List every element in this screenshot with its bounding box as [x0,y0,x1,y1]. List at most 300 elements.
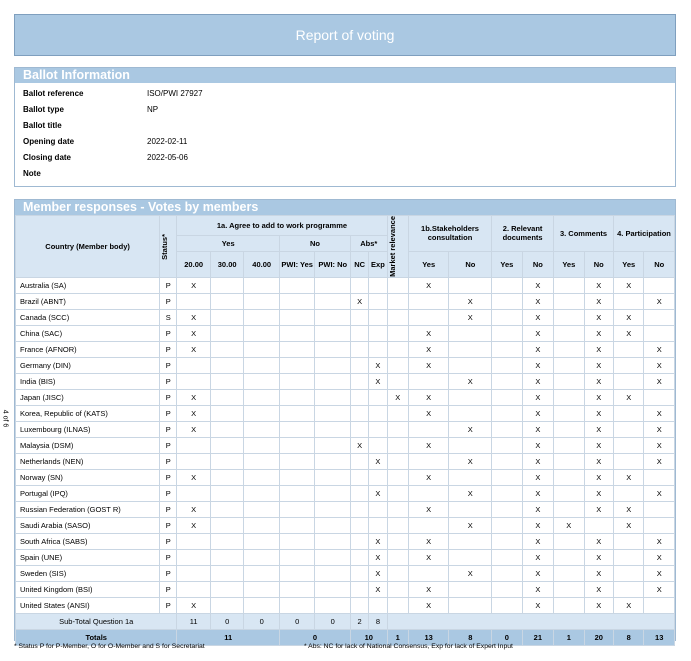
status-cell: P [160,453,177,469]
vote-cell [613,421,643,437]
vote-cell [279,357,315,373]
no-group-header: No [279,235,350,251]
vote-cell [177,357,211,373]
vote-cell [315,421,351,437]
q3-no-header: No [584,251,613,277]
vote-cell [408,293,449,309]
vote-cell [210,437,244,453]
vote-cell [554,549,584,565]
subtotal-cell: 0 [210,613,244,629]
totals-abs: 10 [351,629,388,645]
totals-q1b-no: 8 [449,629,492,645]
vote-cell: X [584,309,613,325]
vote-cell [315,453,351,469]
member-row [16,533,675,549]
vote-cell [244,293,280,309]
vote-cell: X [584,533,613,549]
vote-cell: X [613,469,643,485]
vote-cell: X [449,485,492,501]
member-row [16,357,675,373]
totals-q1b-yes: 13 [408,629,449,645]
vote-cell: X [644,549,675,565]
vote-cell [351,533,369,549]
vote-cell [351,309,369,325]
vote-cell [315,373,351,389]
status-footnote: * Status P for P-Member, O for O-Member and S for Secretariat [14,643,205,650]
vote-cell [351,501,369,517]
vote-cell [492,437,522,453]
vote-cell [315,357,351,373]
vote-cell [351,325,369,341]
vote-cell: X [584,581,613,597]
vote-cell [315,309,351,325]
vote-cell [315,565,351,581]
status-cell: P [160,597,177,613]
vote-cell [492,357,522,373]
vote-cell [279,549,315,565]
member-row [16,341,675,357]
vote-cell [315,533,351,549]
vote-cell [177,373,211,389]
vote-cell [210,277,244,293]
vote-cell [351,357,369,373]
vote-cell [449,325,492,341]
vote-cell [369,597,387,613]
vote-cell [315,501,351,517]
member-row [16,373,675,389]
vote-cell [387,325,408,341]
ballot-value: ISO/PWI 27927 [147,89,203,98]
ballot-row-closing-date [15,150,675,166]
vote-cell [279,565,315,581]
ballot-row-opening-date [15,134,675,150]
vote-cell [492,277,522,293]
footnotes [14,643,676,650]
vote-cell [351,581,369,597]
vote-cell: X [584,293,613,309]
vote-cell: X [644,581,675,597]
vote-cell [279,325,315,341]
country-name: United States (ANSI) [16,597,160,613]
vote-cell [315,469,351,485]
vote-cell [351,341,369,357]
member-row [16,325,675,341]
vote-cell: X [613,517,643,533]
vote-cell [279,597,315,613]
vote-cell [210,581,244,597]
member-row [16,405,675,421]
vote-cell [449,357,492,373]
vote-cell: X [369,453,387,469]
vote-cell: X [408,341,449,357]
vote-cell [351,405,369,421]
vote-cell [554,421,584,437]
vote-cell [492,293,522,309]
vote-cell [387,293,408,309]
vote-cell: X [554,517,584,533]
country-name: Saudi Arabia (SASO) [16,517,160,533]
vote-cell: X [584,405,613,421]
country-name: South Africa (SABS) [16,533,160,549]
vote-cell [244,389,280,405]
member-row [16,517,675,533]
vote-cell: X [408,389,449,405]
exp-header: Exp [369,251,387,277]
vote-cell [387,405,408,421]
vote-cell [387,437,408,453]
status-cell: P [160,581,177,597]
vote-cell: X [584,341,613,357]
vote-cell: X [522,533,553,549]
market-relevance-header [387,216,408,278]
vote-cell [554,597,584,613]
vote-cell [387,421,408,437]
vote-cell: X [369,549,387,565]
vote-cell [613,293,643,309]
status-cell: P [160,517,177,533]
ballot-row-reference [15,86,675,102]
q1b-no-header: No [449,251,492,277]
vote-cell [315,293,351,309]
vote-cell [210,373,244,389]
vote-cell [644,277,675,293]
vote-cell [554,565,584,581]
nc-header: NC [351,251,369,277]
vote-cell [449,581,492,597]
vote-cell: X [177,469,211,485]
vote-cell [554,533,584,549]
vote-cell [387,533,408,549]
vote-cell [387,549,408,565]
vote-cell [351,453,369,469]
vote-cell [279,453,315,469]
status-header-text: Status* [160,233,170,260]
yes-group-header: Yes [177,235,280,251]
vote-cell: X [177,277,211,293]
subtotal-cell: 0 [244,613,280,629]
member-row [16,469,675,485]
country-name: Canada (SCC) [16,309,160,325]
vote-cell: X [644,565,675,581]
pwi-yes-header: PWI: Yes [279,251,315,277]
pwi-no-header: PWI: No [315,251,351,277]
country-name: Germany (DIN) [16,357,160,373]
vote-cell [387,453,408,469]
subtotal-cell: 2 [351,613,369,629]
vote-cell [387,517,408,533]
totals-q3-yes: 1 [554,629,584,645]
member-row [16,549,675,565]
vote-cell: X [408,533,449,549]
vote-cell [449,389,492,405]
vote-cell [177,437,211,453]
vote-cell [279,485,315,501]
status-cell: P [160,549,177,565]
vote-cell: X [449,517,492,533]
status-cell: P [160,341,177,357]
vote-cell [279,421,315,437]
subtotal-cell: 0 [279,613,315,629]
country-name: Sweden (SIS) [16,565,160,581]
vote-cell: X [584,325,613,341]
yes-30-header: 30.00 [210,251,244,277]
vote-cell [613,533,643,549]
vote-cell [554,293,584,309]
vote-cell: X [522,469,553,485]
vote-cell [279,469,315,485]
vote-cell [210,293,244,309]
vote-cell: X [644,293,675,309]
vote-cell [644,517,675,533]
vote-cell: X [522,565,553,581]
totals-q2-yes: 0 [492,629,522,645]
vote-cell: X [522,549,553,565]
vote-cell: X [644,405,675,421]
vote-cell [408,517,449,533]
vote-cell [315,581,351,597]
vote-cell [279,501,315,517]
vote-cell [369,469,387,485]
country-name: Spain (UNE) [16,549,160,565]
vote-cell: X [351,293,369,309]
vote-cell: X [177,597,211,613]
vote-cell: X [522,597,553,613]
vote-cell [210,405,244,421]
vote-cell [644,501,675,517]
vote-cell [408,453,449,469]
vote-cell [244,309,280,325]
totals-q3-no: 20 [584,629,613,645]
vote-cell: X [408,469,449,485]
vote-cell [644,469,675,485]
vote-cell [210,597,244,613]
vote-cell [554,469,584,485]
vote-cell: X [177,341,211,357]
q1a-header: 1a. Agree to add to work programme [177,216,387,236]
vote-cell [351,597,369,613]
vote-cell [244,533,280,549]
vote-cell [554,309,584,325]
members-section-title: Member responses - Votes by members [15,200,675,215]
ballot-information-section [14,67,676,187]
vote-cell [369,405,387,421]
ballot-row-note [15,166,675,182]
vote-cell [210,549,244,565]
vote-cell: X [408,277,449,293]
vote-cell: X [369,373,387,389]
vote-cell [613,405,643,421]
vote-cell [492,565,522,581]
totals-label: Totals [16,629,177,645]
vote-cell: X [522,517,553,533]
vote-cell [492,421,522,437]
vote-cell: X [522,357,553,373]
vote-cell [492,517,522,533]
member-row [16,309,675,325]
vote-cell [279,389,315,405]
country-name: Australia (SA) [16,277,160,293]
vote-cell [408,565,449,581]
vote-cell [492,485,522,501]
vote-cell [315,405,351,421]
vote-cell [387,501,408,517]
vote-cell [351,389,369,405]
yes-20-header: 20.00 [177,251,211,277]
vote-cell [613,341,643,357]
vote-cell [279,293,315,309]
vote-cell [449,469,492,485]
vote-cell [492,469,522,485]
member-row [16,501,675,517]
vote-cell [177,549,211,565]
vote-cell [351,373,369,389]
vote-cell: X [177,405,211,421]
status-cell: P [160,405,177,421]
member-row [16,437,675,453]
vote-cell [554,405,584,421]
vote-cell [210,341,244,357]
page-marker: 4 of 6 [1,409,9,428]
vote-cell [244,341,280,357]
vote-cell [492,533,522,549]
vote-cell [351,549,369,565]
vote-cell: X [613,389,643,405]
vote-cell: X [449,565,492,581]
vote-cell: X [522,421,553,437]
vote-cell [315,325,351,341]
vote-cell [210,469,244,485]
vote-cell [177,293,211,309]
totals-q4-no: 13 [644,629,675,645]
vote-cell [554,389,584,405]
vote-cell [279,341,315,357]
vote-cell: X [584,501,613,517]
totals-q2-no: 21 [522,629,553,645]
ballot-label: Ballot type [23,105,64,114]
vote-cell [449,597,492,613]
vote-cell [554,437,584,453]
member-row [16,581,675,597]
vote-cell: X [644,421,675,437]
ballot-value [147,118,675,134]
vote-cell [554,485,584,501]
vote-cell [644,389,675,405]
ballot-value: NP [147,105,159,114]
country-name: Malaysia (DSM) [16,437,160,453]
vote-cell [210,325,244,341]
vote-cell [244,485,280,501]
member-row [16,421,675,437]
country-name: France (AFNOR) [16,341,160,357]
ballot-label: Opening date [23,137,75,146]
vote-cell [244,357,280,373]
vote-cell [279,517,315,533]
vote-cell [449,549,492,565]
q3-yes-header: Yes [554,251,584,277]
vote-cell [644,309,675,325]
vote-cell [387,341,408,357]
vote-cell [244,565,280,581]
vote-cell [554,501,584,517]
vote-cell [351,485,369,501]
vote-cell [554,277,584,293]
q3-header: 3. Comments [554,216,614,252]
ballot-label: Closing date [23,153,72,162]
country-name: Portugal (IPQ) [16,485,160,501]
vote-cell [449,437,492,453]
vote-cell: X [584,549,613,565]
vote-cell [244,373,280,389]
vote-cell [315,517,351,533]
vote-cell [315,437,351,453]
country-name: India (BIS) [16,373,160,389]
subtotal-label: Sub-Total Question 1a [16,613,177,629]
vote-cell [315,389,351,405]
totals-yes: 11 [177,629,280,645]
abs-group-header: Abs* [351,235,388,251]
vote-cell [554,373,584,389]
vote-cell: X [177,517,211,533]
status-cell: P [160,501,177,517]
vote-cell [210,453,244,469]
vote-cell [177,453,211,469]
vote-cell: X [522,341,553,357]
market-relevance-text: Market relevance [387,216,397,277]
status-cell: P [160,469,177,485]
vote-cell [492,549,522,565]
vote-cell [279,277,315,293]
country-name: Russian Federation (GOST R) [16,501,160,517]
vote-cell [351,421,369,437]
vote-cell: X [584,389,613,405]
vote-cell [492,405,522,421]
q1b-yes-header: Yes [408,251,449,277]
member-row [16,485,675,501]
vote-cell: X [644,373,675,389]
vote-cell [492,341,522,357]
vote-cell: X [408,357,449,373]
vote-cell [554,453,584,469]
vote-cell [408,421,449,437]
vote-cell [613,437,643,453]
vote-cell: X [408,581,449,597]
vote-cell [449,277,492,293]
vote-cell: X [584,277,613,293]
vote-cell: X [177,421,211,437]
report-title: Report of voting [295,27,395,43]
vote-cell [244,517,280,533]
vote-cell: X [522,309,553,325]
status-cell: S [160,309,177,325]
vote-cell [387,373,408,389]
vote-cell: X [369,533,387,549]
vote-cell: X [522,437,553,453]
vote-cell [408,485,449,501]
vote-cell [492,581,522,597]
vote-cell: X [522,485,553,501]
vote-cell [177,485,211,501]
status-cell: P [160,373,177,389]
vote-cell [387,565,408,581]
vote-cell [244,325,280,341]
vote-cell: X [584,437,613,453]
country-name: China (SAC) [16,325,160,341]
subtotal-cell: 11 [177,613,211,629]
vote-cell [387,597,408,613]
vote-cell [369,293,387,309]
vote-cell [369,277,387,293]
vote-cell [369,325,387,341]
